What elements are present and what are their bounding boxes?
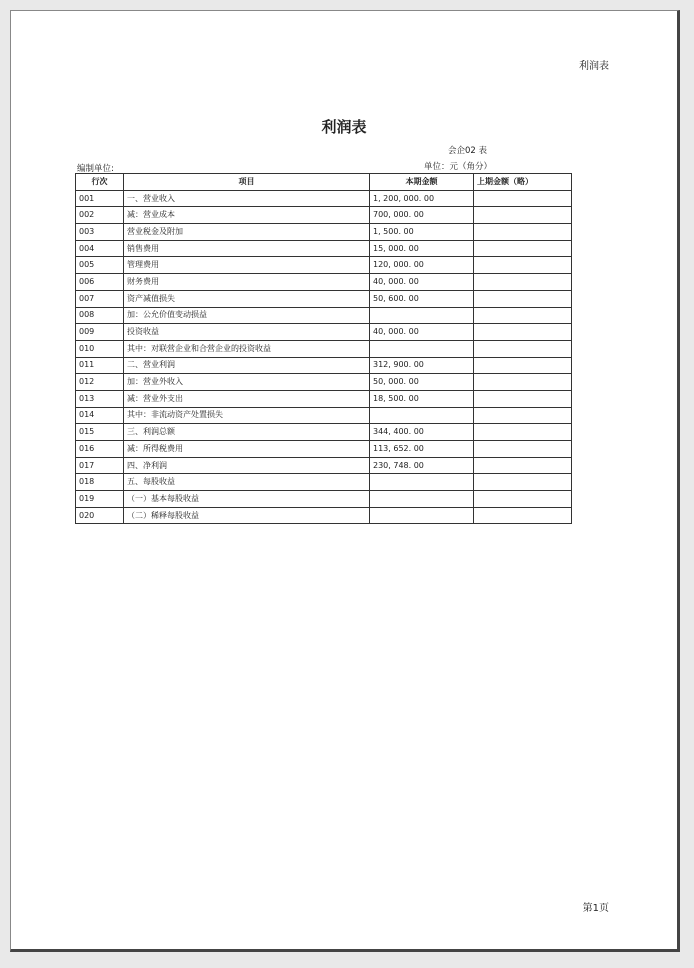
prior-amount-cell xyxy=(474,257,572,274)
row-number-cell: 010 xyxy=(76,340,124,357)
table-row xyxy=(76,474,572,491)
current-amount-cell: 1, 200, 000. 00 xyxy=(370,190,474,207)
prior-amount-cell xyxy=(474,340,572,357)
prior-amount-cell xyxy=(474,441,572,458)
item-cell: 加：公允价值变动损益 xyxy=(124,307,370,324)
table-row xyxy=(76,240,572,257)
current-amount-cell: 50, 600. 00 xyxy=(370,290,474,307)
prior-amount-cell xyxy=(474,474,572,491)
table-header-row xyxy=(76,174,572,191)
item-cell: 加：营业外收入 xyxy=(124,374,370,391)
row-number-cell: 014 xyxy=(76,407,124,424)
table-row xyxy=(76,207,572,224)
currency-unit-label: 单位：元（角分） xyxy=(424,162,493,172)
table-row xyxy=(76,224,572,241)
row-number-cell: 015 xyxy=(76,424,124,441)
item-cell: 减：营业外支出 xyxy=(124,390,370,407)
table-body xyxy=(76,190,572,524)
prior-amount-cell xyxy=(474,424,572,441)
prior-amount-cell xyxy=(474,190,572,207)
current-amount-cell xyxy=(370,340,474,357)
current-amount-cell: 230, 748. 00 xyxy=(370,457,474,474)
preparer-unit-label: 编制单位: xyxy=(77,164,114,174)
item-cell: 三、利润总额 xyxy=(124,424,370,441)
item-cell: 资产减值损失 xyxy=(124,290,370,307)
prior-amount-cell xyxy=(474,224,572,241)
income-statement-table xyxy=(75,173,572,524)
current-amount-cell xyxy=(370,507,474,524)
report-title: 利润表 xyxy=(321,118,367,136)
table-row xyxy=(76,390,572,407)
row-number-cell: 019 xyxy=(76,491,124,508)
item-cell: 减：营业成本 xyxy=(124,207,370,224)
item-cell: 销售费用 xyxy=(124,240,370,257)
item-cell: 一、营业收入 xyxy=(124,190,370,207)
prior-amount-cell xyxy=(474,207,572,224)
item-cell: 五、每股收益 xyxy=(124,474,370,491)
column-header-prior-amount: 上期金额（略） xyxy=(474,174,572,191)
table-row xyxy=(76,441,572,458)
prior-amount-cell xyxy=(474,324,572,341)
row-number-cell: 002 xyxy=(76,207,124,224)
prior-amount-cell xyxy=(474,307,572,324)
row-number-cell: 012 xyxy=(76,374,124,391)
current-amount-cell: 40, 000. 00 xyxy=(370,274,474,291)
item-cell: 投资收益 xyxy=(124,324,370,341)
row-number-cell: 016 xyxy=(76,441,124,458)
row-number-cell: 020 xyxy=(76,507,124,524)
row-number-cell: 011 xyxy=(76,357,124,374)
row-number-cell: 017 xyxy=(76,457,124,474)
table-row xyxy=(76,357,572,374)
current-amount-cell: 120, 000. 00 xyxy=(370,257,474,274)
current-amount-cell: 1, 500. 00 xyxy=(370,224,474,241)
row-number-cell: 013 xyxy=(76,390,124,407)
prior-amount-cell xyxy=(474,407,572,424)
current-amount-cell xyxy=(370,307,474,324)
current-amount-cell: 700, 000. 00 xyxy=(370,207,474,224)
current-amount-cell: 15, 000. 00 xyxy=(370,240,474,257)
table-row xyxy=(76,424,572,441)
table-row xyxy=(76,190,572,207)
table-row xyxy=(76,257,572,274)
prior-amount-cell xyxy=(474,457,572,474)
current-amount-cell xyxy=(370,407,474,424)
row-number-cell: 007 xyxy=(76,290,124,307)
current-amount-cell: 312, 900. 00 xyxy=(370,357,474,374)
table-row xyxy=(76,324,572,341)
row-number-cell: 005 xyxy=(76,257,124,274)
row-number-cell: 003 xyxy=(76,224,124,241)
item-cell: （二）稀释每股收益 xyxy=(124,507,370,524)
item-cell: 财务费用 xyxy=(124,274,370,291)
column-header-current-amount: 本期金额 xyxy=(370,174,474,191)
table-row xyxy=(76,407,572,424)
prior-amount-cell xyxy=(474,290,572,307)
current-amount-cell: 18, 500. 00 xyxy=(370,390,474,407)
table-row xyxy=(76,374,572,391)
item-cell: 其中：非流动资产处置损失 xyxy=(124,407,370,424)
table-row xyxy=(76,290,572,307)
current-amount-cell: 113, 652. 00 xyxy=(370,441,474,458)
current-amount-cell: 50, 000. 00 xyxy=(370,374,474,391)
item-cell: （一）基本每股收益 xyxy=(124,491,370,508)
item-cell: 管理费用 xyxy=(124,257,370,274)
row-number-cell: 001 xyxy=(76,190,124,207)
table-row xyxy=(76,507,572,524)
row-number-cell: 006 xyxy=(76,274,124,291)
prior-amount-cell xyxy=(474,274,572,291)
item-cell: 减：所得税费用 xyxy=(124,441,370,458)
current-amount-cell xyxy=(370,474,474,491)
current-amount-cell: 40, 000. 00 xyxy=(370,324,474,341)
report-page xyxy=(10,10,680,952)
table-row xyxy=(76,340,572,357)
table-row xyxy=(76,457,572,474)
current-amount-cell: 344, 400. 00 xyxy=(370,424,474,441)
item-cell: 其中：对联营企业和合营企业的投资收益 xyxy=(124,340,370,357)
current-amount-cell xyxy=(370,491,474,508)
prior-amount-cell xyxy=(474,390,572,407)
table-row xyxy=(76,491,572,508)
row-number-cell: 008 xyxy=(76,307,124,324)
table-row xyxy=(76,307,572,324)
item-cell: 二、营业利润 xyxy=(124,357,370,374)
row-number-cell: 009 xyxy=(76,324,124,341)
item-cell: 四、净利润 xyxy=(124,457,370,474)
row-number-cell: 018 xyxy=(76,474,124,491)
page-number: 第1页 xyxy=(582,903,609,914)
prior-amount-cell xyxy=(474,507,572,524)
form-number: 会企02 表 xyxy=(448,146,488,156)
column-header-item: 项目 xyxy=(124,174,370,191)
prior-amount-cell xyxy=(474,374,572,391)
table-row xyxy=(76,274,572,291)
prior-amount-cell xyxy=(474,240,572,257)
prior-amount-cell xyxy=(474,357,572,374)
prior-amount-cell xyxy=(474,491,572,508)
column-header-row-no: 行次 xyxy=(76,174,124,191)
row-number-cell: 004 xyxy=(76,240,124,257)
item-cell: 营业税金及附加 xyxy=(124,224,370,241)
page-header-label: 利润表 xyxy=(579,61,609,72)
